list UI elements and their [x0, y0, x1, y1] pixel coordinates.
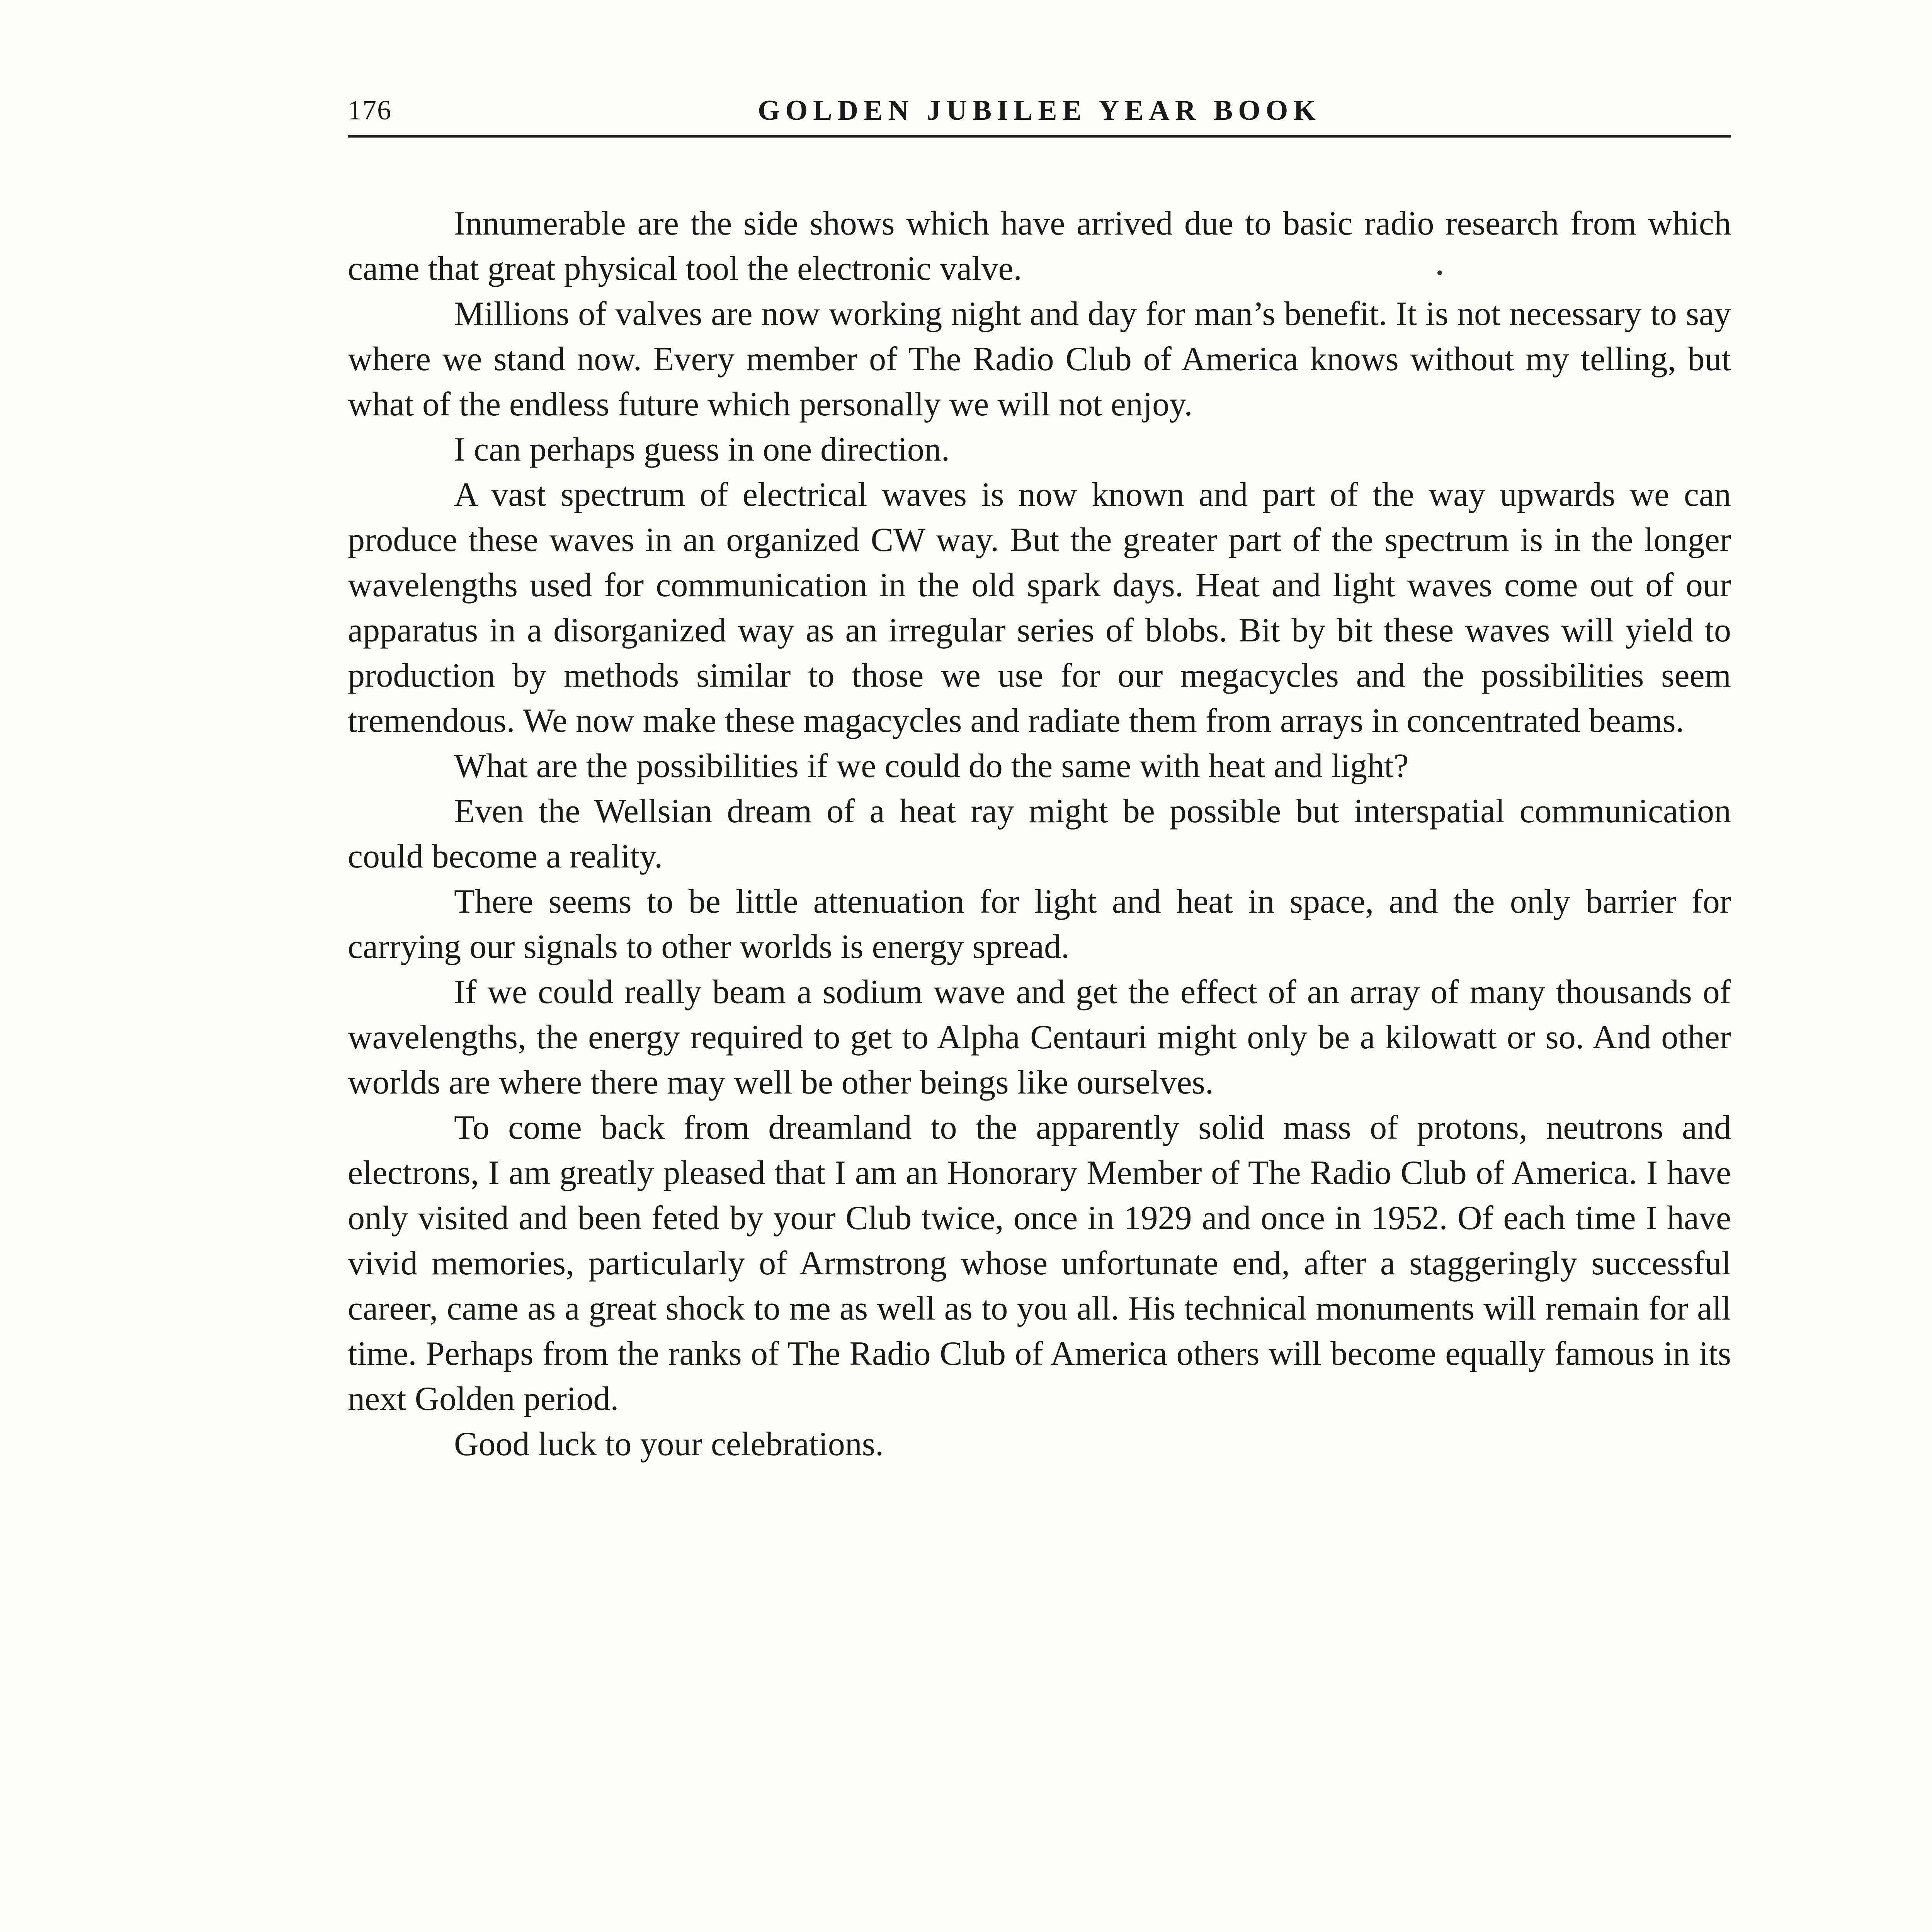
page-number: 176 [348, 95, 392, 126]
running-header [348, 89, 1731, 138]
paragraph: If we could really beam a sodium wave and get the effect of an array of many thousands of wavelengths, the energy required to get to Alpha Centauri might only be a kilowatt or so. And other worlds are where there may well be other beings like ourselves. [348, 973, 1731, 1101]
paragraph: What are the possibilities if we could do the same with heat and light? [454, 747, 1409, 785]
scan-speck [1437, 270, 1442, 275]
paragraph: Innumerable are the side shows which have arrived due to basic radio research from which came that great physical tool the electronic valve. [348, 205, 1731, 287]
paragraph: I can perhaps guess in one direction. [454, 431, 950, 468]
paragraph: Even the Wellsian dream of a heat ray might be possible but interspatial communication could become a reality. [348, 793, 1731, 875]
paragraph: A vast spectrum of electrical waves is now known and part of the way upwards we can produce these waves in an organized CW way. But the greater part of the spectrum is in the longer wavelengths used for communication in the old spark days. Heat and light waves come out of our apparatus in a disorganized way as an irregular series of blobs. Bit by bit these waves will yield to production by methods similar to those we use for our megacycles and the possibilities seem tremendous. We now make these magacycles and radiate them from arrays in concentrated beams. [348, 476, 1731, 740]
paragraph: There seems to be little attenuation for light and heat in space, and the only barrier for carrying our signals to other worlds is energy spread. [348, 883, 1731, 966]
paragraph: To come back from dreamland to the apparently solid mass of protons, neutrons and electrons, I am greatly pleased that I am an Honorary Member of The Radio Club of America. I have only visited and been feted by your Club twice, once in 1929 and once in 1952. Of each time I have vivid memories, particularly of Armstrong whose unfortunate end, after a staggeringly successful career, came as a great shock to me as well as to you all. His technical monuments will remain for all time. Perhaps from the ranks of The Radio Club of America others will become equally famous in its next Golden period. [348, 1109, 1731, 1418]
paragraph: Good luck to your celebrations. [454, 1425, 884, 1463]
paragraph: Millions of valves are now working night and day for man’s benefit. It is not necessary to say where we stand now. Every member of The Radio Club of America knows without my telling, but what of the endless future which personally we will not enjoy. [348, 295, 1731, 423]
body-text [348, 201, 1731, 1467]
running-title: GOLDEN JUBILEE YEAR BOOK [758, 95, 1321, 126]
